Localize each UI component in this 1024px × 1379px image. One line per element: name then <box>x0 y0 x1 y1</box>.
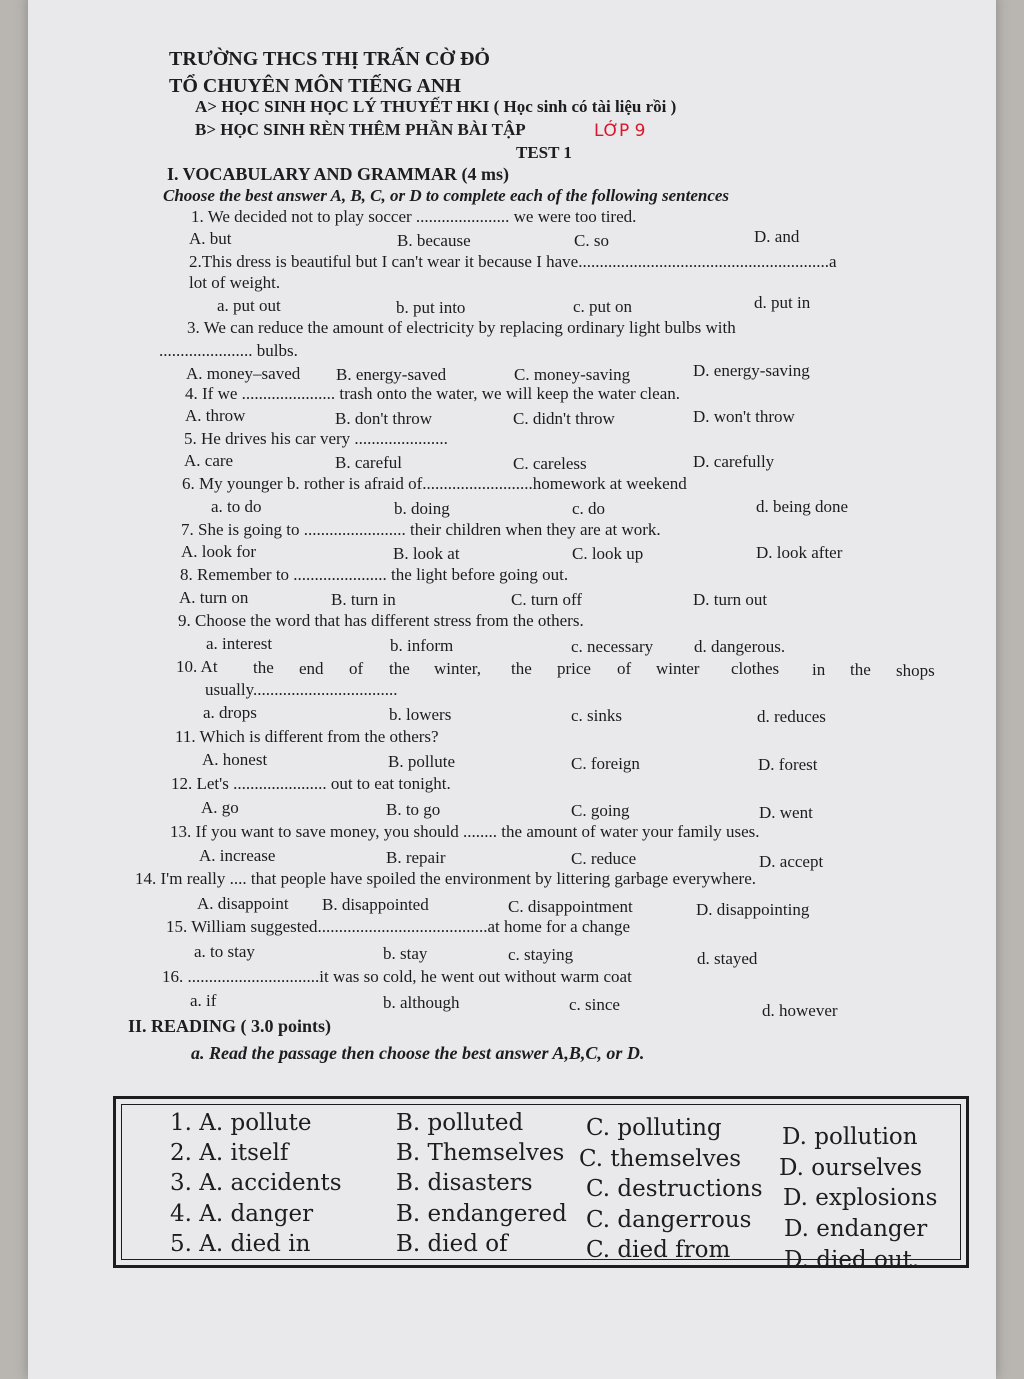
question-13: 13. If you want to save money, you should ........ the amount of water your family uses. <box>170 822 760 841</box>
option-a: A. but <box>189 229 232 248</box>
reading-option-d: D. ourselves <box>779 1155 923 1181</box>
option-c: c. staying <box>508 945 574 964</box>
question-10-word: of <box>349 659 364 678</box>
handwritten-grade-note: LỚP 9 <box>594 121 646 141</box>
question-5: 5. He drives his car very ...................... <box>184 429 448 448</box>
question-10-word: the <box>511 659 532 678</box>
question-4: 4. If we ...................... trash onto the water, we will keep the water clean. <box>185 384 680 403</box>
option-a: A. honest <box>202 750 268 769</box>
option-c: C. disappointment <box>508 897 633 916</box>
reading-option-b: B. Themselves <box>396 1140 565 1166</box>
question-10-word: winter, <box>434 659 481 678</box>
section-instruction: Choose the best answer A, B, C, or D to complete each of the following sentences <box>163 186 730 205</box>
reading-option-a: 1. A. pollute <box>170 1110 312 1136</box>
option-d: d. however <box>762 1001 838 1020</box>
option-b: B. to go <box>386 800 441 819</box>
option-c: C. didn't throw <box>513 409 615 428</box>
option-b: b. lowers <box>389 705 452 724</box>
question-10-word: shops <box>896 661 935 680</box>
option-a: A. care <box>184 451 234 470</box>
option-a: a. if <box>190 991 217 1010</box>
question-10-word: in <box>812 660 826 679</box>
reading-option-c: C. died from <box>586 1237 731 1263</box>
reading-option-b: B. died of <box>396 1231 508 1257</box>
reading-option-a: 5. A. died in <box>170 1231 311 1257</box>
question-8: 8. Remember to ...................... the light before going out. <box>180 565 569 584</box>
reading-option-b: B. polluted <box>396 1110 524 1136</box>
question-2-continued: lot of weight. <box>189 273 281 292</box>
option-d: D. look after <box>756 543 843 562</box>
option-b: B. look at <box>393 544 460 563</box>
reading-option-d: D. explosions <box>783 1185 938 1211</box>
option-d: d. put in <box>754 293 811 312</box>
option-d: D. turn out <box>693 590 768 609</box>
option-a: A. disappoint <box>197 894 289 913</box>
option-b: B. pollute <box>388 752 456 771</box>
option-b: B. don't throw <box>335 409 433 428</box>
option-b: B. disappointed <box>322 895 429 914</box>
question-11: 11. Which is different from the others? <box>175 727 439 746</box>
question-2: 2.This dress is beautiful but I can't wear it because I have...........................................................a <box>189 252 837 271</box>
question-15: 15. William suggested........................................at home for a change <box>166 917 631 936</box>
question-9: 9. Choose the word that has different stress from the others. <box>178 611 584 630</box>
option-a: a. to stay <box>194 942 255 961</box>
reading-option-d: D. died out. <box>784 1247 920 1273</box>
test-title: TEST 1 <box>516 143 572 162</box>
option-b: B. careful <box>335 453 403 472</box>
reading-option-c: C. destructions <box>586 1176 763 1202</box>
option-d: D. and <box>754 227 800 246</box>
section-instruction: a. Read the passage then choose the best answer A,B,C, or D. <box>191 1043 645 1063</box>
option-b: B. energy-saved <box>336 365 447 384</box>
option-a: A. increase <box>199 846 276 865</box>
option-c: C. turn off <box>511 590 582 609</box>
option-d: D. accept <box>759 852 824 871</box>
option-b: b. inform <box>390 636 454 655</box>
option-a: a. to do <box>211 497 262 516</box>
option-d: D. forest <box>758 755 818 774</box>
option-b: b. doing <box>394 499 450 518</box>
option-d: D. energy-saving <box>693 361 810 380</box>
question-1: 1. We decided not to play soccer ...................... we were too tired. <box>191 207 637 226</box>
option-d: D. won't throw <box>693 407 795 426</box>
option-d: d. stayed <box>697 949 758 968</box>
option-c: C. foreign <box>571 754 640 773</box>
option-c: C. money-saving <box>514 365 631 384</box>
school-name: TRƯỜNG THCS THỊ TRẤN CỜ ĐỎ <box>169 48 490 70</box>
reading-option-c: C. polluting <box>586 1115 722 1141</box>
question-10-continued: usually.................................. <box>205 680 398 699</box>
question-10-word: clothes <box>731 659 780 678</box>
question-7: 7. She is going to ........................ their children when they are at work. <box>181 520 661 539</box>
question-10-word: winter <box>656 659 700 678</box>
reading-option-a: 2. A. itself <box>170 1140 289 1166</box>
option-c: c. sinks <box>571 706 622 725</box>
question-10-word: of <box>617 659 632 678</box>
question-16: 16. ...............................it was so cold, he went out without warm coat <box>162 967 632 986</box>
question-3: 3. We can reduce the amount of electricity by replacing ordinary light bulbs with <box>187 318 736 337</box>
option-a: A. turn on <box>179 588 249 607</box>
option-c: C. reduce <box>571 849 637 868</box>
option-a: a. drops <box>203 703 257 722</box>
option-a: a. put out <box>217 296 281 315</box>
option-d: D. carefully <box>693 452 775 471</box>
question-10-word: the <box>253 658 274 677</box>
reading-option-c: C. themselves <box>579 1146 742 1172</box>
question-12: 12. Let's ...................... out to eat tonight. <box>171 774 451 793</box>
reading-option-a: 3. A. accidents <box>170 1170 342 1196</box>
option-b: B. repair <box>386 848 446 867</box>
reading-option-c: C. dangerrous <box>586 1207 752 1233</box>
question-10-word: the <box>850 660 871 679</box>
option-d: d. being done <box>756 497 849 516</box>
option-c: C. so <box>574 231 609 250</box>
reading-option-a: 4. A. danger <box>170 1201 314 1227</box>
question-10-word: 10. At <box>176 657 218 676</box>
option-b: b. stay <box>383 944 428 963</box>
question-10-word: price <box>557 659 591 678</box>
question-6: 6. My younger b. rother is afraid of..........................homework at weekend <box>182 474 687 493</box>
option-d: D. went <box>759 803 813 822</box>
question-10-word: end <box>299 659 324 678</box>
reading-option-d: D. endanger <box>784 1216 928 1242</box>
option-d: d. reduces <box>757 707 826 726</box>
section-title: II. READING ( 3.0 points) <box>128 1016 332 1036</box>
option-a: A. throw <box>185 406 246 425</box>
option-b: b. although <box>383 993 460 1012</box>
option-c: C. careless <box>513 454 587 473</box>
section-title: I. VOCABULARY AND GRAMMAR (4 ms) <box>167 164 509 184</box>
question-14: 14. I'm really .... that people have spoiled the environment by littering garbage everywhere. <box>135 869 756 888</box>
option-c: c. since <box>569 995 620 1014</box>
option-b: B. turn in <box>331 590 396 609</box>
question-3-continued: ...................... bulbs. <box>159 341 298 360</box>
instruction-line-a: A> HỌC SINH HỌC LÝ THUYẾT HKI ( Học sinh có tài liệu rồi ) <box>195 97 677 116</box>
reading-option-b: B. endangered <box>396 1201 567 1227</box>
reading-option-b: B. disasters <box>396 1170 533 1196</box>
option-c: C. going <box>571 801 630 820</box>
option-c: c. necessary <box>571 637 654 656</box>
option-d: d. dangerous. <box>694 637 786 656</box>
reading-option-d: D. pollution <box>782 1124 918 1150</box>
option-c: c. do <box>572 499 606 518</box>
option-a: A. go <box>201 798 239 817</box>
option-a: A. look for <box>181 542 257 561</box>
option-c: C. look up <box>572 544 644 563</box>
option-b: b. put into <box>396 298 466 317</box>
option-d: D. disappointing <box>696 900 810 919</box>
question-10-word: the <box>389 659 410 678</box>
department-name: TỔ CHUYÊN MÔN TIẾNG ANH <box>169 75 461 97</box>
option-a: a. interest <box>206 634 273 653</box>
instruction-line-b: B> HỌC SINH RÈN THÊM PHẦN BÀI TẬP <box>195 120 526 139</box>
option-a: A. money–saved <box>186 364 301 383</box>
option-c: c. put on <box>573 297 633 316</box>
option-b: B. because <box>397 231 471 250</box>
